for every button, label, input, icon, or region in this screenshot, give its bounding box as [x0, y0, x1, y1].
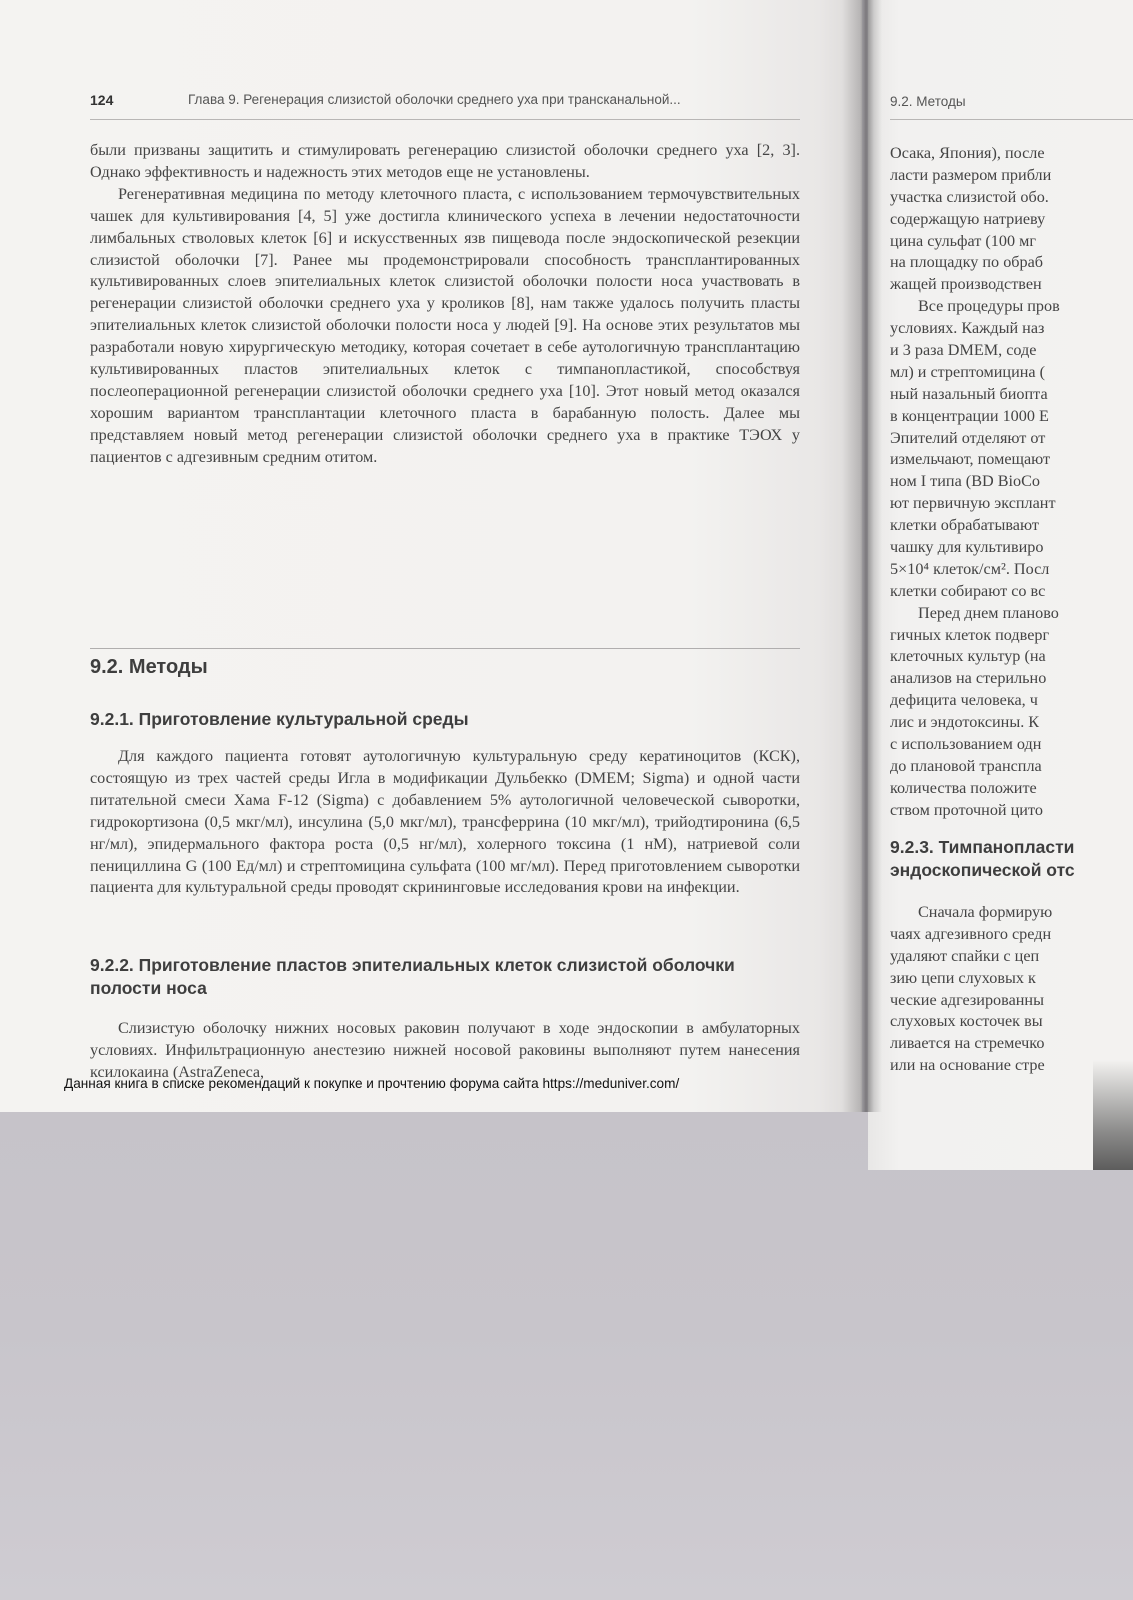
text-line: условиях. Каждый наз — [890, 319, 1045, 338]
right-subsection-heading — [890, 836, 1133, 882]
subsection-text-culture-medium — [90, 746, 800, 899]
page-number: 124 — [90, 92, 114, 108]
right-text-block-1 — [890, 143, 1133, 822]
heading-line: эндоскопической отс — [890, 860, 1075, 880]
right-header-rule — [890, 119, 1133, 120]
intro-text — [90, 140, 800, 469]
right-text-block-2 — [890, 902, 1133, 1077]
text-line: Эпителий отделяют от — [890, 428, 1046, 447]
text-line: ческие адгезированны — [890, 990, 1044, 1009]
text-line: ласти размером прибли — [890, 165, 1052, 184]
desk-background — [0, 1110, 1133, 1600]
paragraph: Для каждого пациента готовят аутологичную культуральную среду кератиноцитов (КСК), состоящую из трех частей среды Игла в модификации Дульбекко (DMEM; Sigma) и одной части питательной смеси Хама F-12 (Sigma) с добавлением 5% аутологичной человеческой сыворотки, гидрокортизона (0,5 мкг/мл), инсулина (5,0 мкг/мл), трансферрина (10 мкг/мл), трийодтиронина (6,5 нг/мл), эпидермального фактора роста (0,5 нг/мл), холерного токсина (1 нМ), натриевой соли пенициллина G (100 Ед/мл) и стрептомицина сульфата (100 мг/мл). Перед приготовлением сыворотки пациента для культуральной среды проводят скрининговые исследования крови на инфекции. — [90, 747, 800, 897]
section-rule — [90, 648, 800, 649]
text-line: клетки обрабатывают — [890, 516, 1039, 535]
text-line: измельчают, помещают — [890, 450, 1051, 469]
section-heading: 9.2. Методы — [90, 656, 208, 678]
intro-paragraph: были призваны защитить и стимулировать регенерацию слизистой оболочки среднего уха [2, 3]. Однако эффективность и надежность этих методов еще не установлены. — [90, 141, 800, 181]
heading-line: 9.2.3. Тимпанопласти — [890, 837, 1075, 857]
text-line: ный назальный биопта — [890, 384, 1048, 403]
text-line: слуховых косточек вы — [890, 1012, 1043, 1031]
text-line: Все процедуры пров — [918, 297, 1060, 316]
text-line: чаях адгезивного средн — [890, 924, 1052, 943]
text-line: ют первичную эксплант — [890, 494, 1056, 513]
text-line: с использованием одн — [890, 735, 1042, 754]
right-page — [868, 0, 1133, 1170]
text-line: до плановой транспла — [890, 756, 1042, 775]
intro-paragraph: Регенеративная медицина по методу клеточного пласта, с использованием термочувствительных чашек для культивирования [4, 5] уже достигла клинического успеха в лечении недостаточности лимбальных стволовых клеток [6] и искусственных язв пищевода после эндоскопической резекции слизистой оболочки [7]. Ранее мы продемонстрировали способность трансплантированных культивированных слоев эпителиальных клеток слизистой оболочки полости носа участвовать в регенерации слизистой оболочки среднего уха у кроликов [8], нам также удалось получить пласты эпителиальных клеток слизистой оболочки полости носа у людей [9]. На основе этих результатов мы разработали новую хирургическую методику, которая сочетает в себе аутологичную трансплантацию культивированных пластов эпителиальных клеток с тимпанопластикой, способствуя послеоперационной регенерации слизистой оболочки среднего уха [10]. Этот новый метод оказался хорошим вариантом трансплантации клеточного пласта в барабанную полость. Далее мы представляем новый метод регенерации слизистой оболочки среднего уха в практике ТЭОХ у пациентов с адгезивным средним отитом. — [90, 184, 800, 466]
text-line: и 3 раза DMEM, соде — [890, 341, 1037, 360]
text-line: ливается на стремечко — [890, 1034, 1045, 1053]
text-line: Сначала формирую — [918, 903, 1053, 921]
text-line: гичных клеток подверг — [890, 625, 1050, 644]
subsection-heading-culture-medium: 9.2.1. Приготовление культуральной среды — [90, 709, 469, 729]
header-rule — [90, 119, 800, 120]
text-line: удаляют спайки с цеп — [890, 946, 1040, 965]
text-line: участка слизистой обо. — [890, 187, 1049, 206]
text-line: цина сульфат (100 мг — [890, 231, 1037, 250]
text-line: Осака, Япония), после — [890, 144, 1045, 162]
footer-note: Данная книга в списке рекомендаций к покупке и прочтению форума сайта https://meduniver.com/ — [64, 1076, 680, 1091]
text-line: количества положите — [890, 778, 1037, 797]
text-line: клеточных культур (на — [890, 647, 1046, 666]
page-header — [90, 92, 800, 114]
text-line: 5×10⁴ клеток/см². Посл — [890, 559, 1050, 578]
text-line: лис и эндотоксины. К — [890, 713, 1040, 732]
paragraph: Слизистую оболочку нижних носовых раковин получают в ходе эндоскопии в амбулаторных условиях. Инфильтрационную анестезию нижней носовой раковины выполняют путем нанесения ксилокаина (AstraZeneca, — [90, 1019, 800, 1081]
text-line: содержащую натриеву — [890, 209, 1046, 228]
text-line: мл) и стрептомицина ( — [890, 362, 1046, 381]
page-corner-shadow — [1093, 1060, 1133, 1170]
text-line: клетки собирают со вс — [890, 581, 1046, 600]
text-line: жащей производствен — [890, 275, 1042, 294]
text-line: зию цепи слуховых к — [890, 968, 1036, 987]
text-line: или на основание стре — [890, 1056, 1045, 1075]
book-gutter-shadow — [842, 0, 882, 1112]
right-running-header: 9.2. Методы — [890, 94, 966, 109]
text-line: чашку для культивиро — [890, 538, 1044, 557]
text-line: Перед днем планово — [918, 603, 1059, 622]
subsection-heading-cell-sheets: 9.2.2. Приготовление пластов эпителиальных клеток слизистой оболочки полости носа — [90, 955, 735, 998]
text-line: ном I типа (BD BioCo — [890, 472, 1041, 491]
running-header: Глава 9. Регенерация слизистой оболочки среднего уха при трансканальной... — [188, 92, 681, 107]
text-line: на площадку по обраб — [890, 253, 1044, 272]
text-line: анализов на стерильно — [890, 669, 1047, 688]
subsection-text-cell-sheets — [90, 1018, 800, 1084]
text-line: в концентрации 1000 Е — [890, 406, 1049, 425]
text-line: ством проточной цито — [890, 800, 1043, 819]
text-line: дефицита человека, ч — [890, 691, 1038, 710]
